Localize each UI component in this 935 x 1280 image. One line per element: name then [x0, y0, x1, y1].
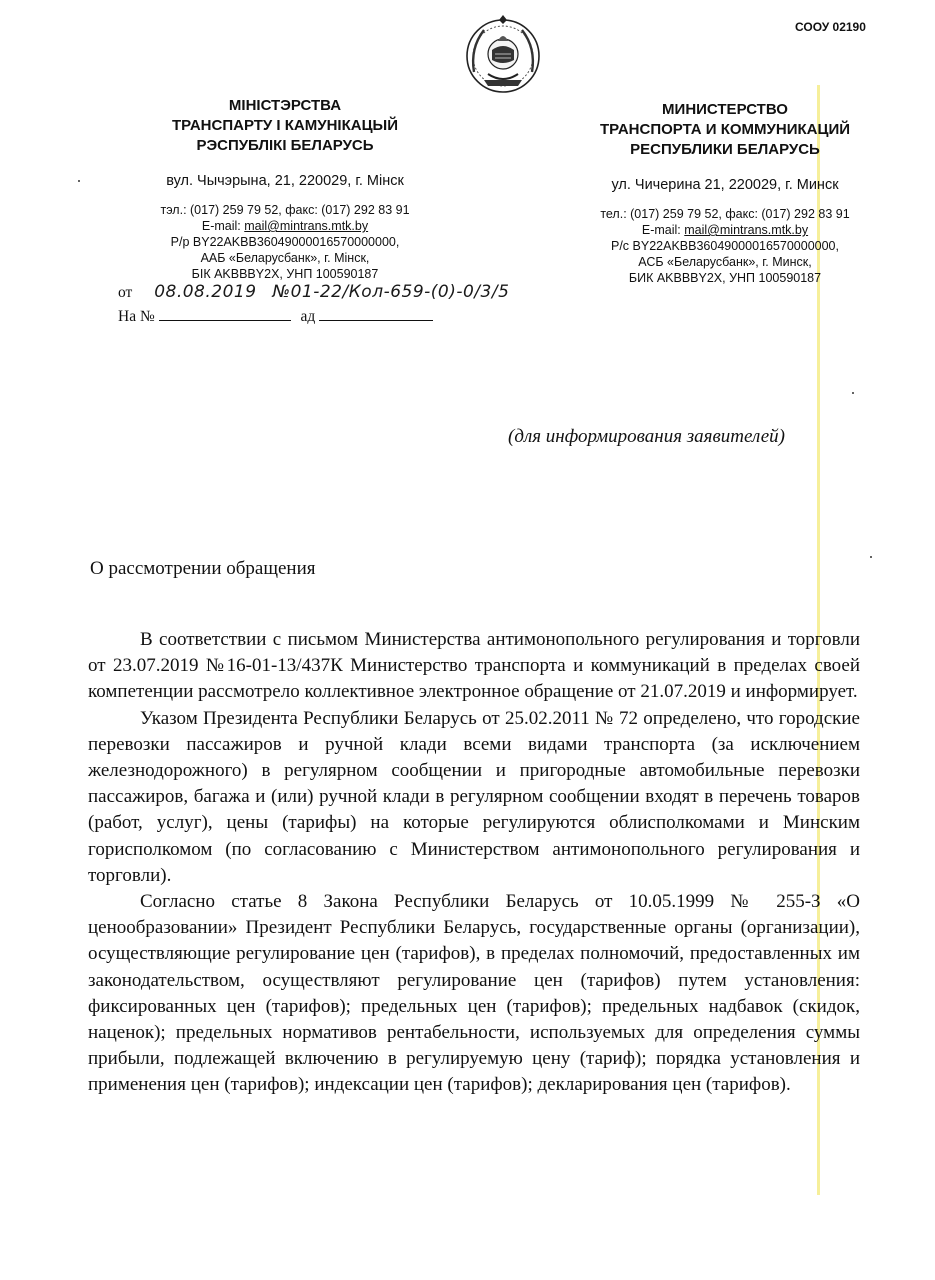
org-line: РЭСПУБЛІКІ БЕЛАРУСЬ [196, 137, 374, 154]
on-number-blank [159, 306, 291, 321]
body-paragraph: Указом Президента Республики Беларусь от 25.02.2011 № 72 определено, что городские перевозки пассажиров и ручной клади всеми видами транспорта (за исключением железнодорожного) в регулярном сообщении и пригородные автомобильные перевозки пассажиров, багажа и (или) ручной клади в регулярном сообщении входят в перечень товаров (работ, услуг), цены (тарифы) на которые регулируются облисполкомами и Минским горисполкомом (по согласованию с Министерством антимонопольного регулирования и торговли). [88, 707, 860, 886]
ad-blank [319, 306, 433, 321]
org-line: МИНИСТЕРСТВО [662, 101, 788, 118]
bank-name: АСБ «Беларусбанк», г. Минск, [638, 255, 812, 269]
phone-fax: тел.: (017) 259 79 52, факс: (017) 292 83 91 [600, 207, 850, 221]
body-paragraph: В соответствии с письмом Министерства антимонопольного регулирования и торговли от 23.07.2019 №16-01-13/437К Министерство транспорта и коммуникаций в пределах своей компетенции рассмотрело коллективное электронное обращение от 21.07.2019 и информирует. [88, 629, 860, 703]
scan-speck [870, 556, 872, 558]
email-label: E-mail: [201, 219, 245, 233]
body-paragraph: Согласно статье 8 Закона Республики Беларусь от 10.05.1999 № 255-З «О ценообразовании» Президент Республики Беларусь, государственные органы (организации), осуществляющие регулирование цен (тарифов), в пределах полномочий, предоставленных им законодательством, осуществляют регулирование цен (тарифов) путем установления: фиксированных цен (тарифов); предельных цен (тарифов); предельных надбавок (скидок, наценок); предельных нормативов рентабельности, используемых для определения суммы прибыли, подлежащей включению в регулируемую цену (тариф); порядка установления и применения цен (тарифов); индексации цен (тарифов); декларирования цен (тарифов). [88, 891, 860, 1096]
state-emblem-icon [462, 14, 544, 96]
bank-account: Р/р BY22AKBB36049000016570000000, [170, 235, 400, 249]
registration-block [118, 280, 509, 329]
org-name-ru [560, 100, 890, 160]
sender-header-russian [560, 100, 890, 286]
handwritten-number: №01-22/Кол-659-(0)-0/3/5 [272, 282, 510, 302]
contacts-by [110, 202, 460, 282]
bik-unp: БИК AKBBBY2X, УНП 100590187 [628, 271, 822, 285]
scan-speck [852, 392, 854, 394]
org-line: РЕСПУБЛИКИ БЕЛАРУСЬ [630, 141, 820, 158]
recipient-note: (для информирования заявителей) [508, 426, 785, 447]
handwritten-date: 08.08.2019 [154, 282, 257, 302]
letter-subject: О рассмотрении обращения [90, 558, 316, 579]
org-line: ТРАНСПОРТА И КОММУНИКАЦИЙ [599, 121, 851, 138]
incoming-reg-line [118, 305, 509, 329]
email-line [560, 222, 890, 238]
scan-speck [78, 180, 80, 182]
letter-body [88, 627, 860, 1099]
sender-header-belarusian [110, 96, 460, 282]
org-name-by [110, 96, 460, 156]
email-link[interactable]: mail@mintrans.mtk.by [684, 223, 809, 237]
document-code: СООУ 02190 [795, 20, 866, 34]
address-by: вул. Чычэрына, 21, 220029, г. Мінск [166, 173, 404, 189]
from-label: от [118, 284, 133, 301]
outgoing-reg-line [118, 280, 509, 305]
on-number-label: На № [118, 308, 155, 325]
org-line: МІНІСТЭРСТВА [228, 97, 342, 114]
bank-account: Р/с BY22AKBB36049000016570000000, [611, 239, 839, 253]
contacts-ru [560, 206, 890, 286]
org-line: ТРАНСПАРТУ І КАМУНІКАЦЫЙ [172, 117, 398, 134]
bank-name: ААБ «Беларусбанк», г. Мінск, [200, 251, 370, 265]
address-ru: ул. Чичерина 21, 220029, г. Минск [611, 177, 839, 193]
email-link[interactable]: mail@mintrans.mtk.by [244, 219, 369, 233]
email-label: E-mail: [641, 223, 685, 237]
ad-label: ад [300, 308, 316, 325]
email-line [110, 218, 460, 234]
bik-unp: БІК AKBBBY2X, УНП 100590187 [191, 267, 379, 281]
phone-fax: тэл.: (017) 259 79 52, факс: (017) 292 83 91 [160, 203, 410, 217]
